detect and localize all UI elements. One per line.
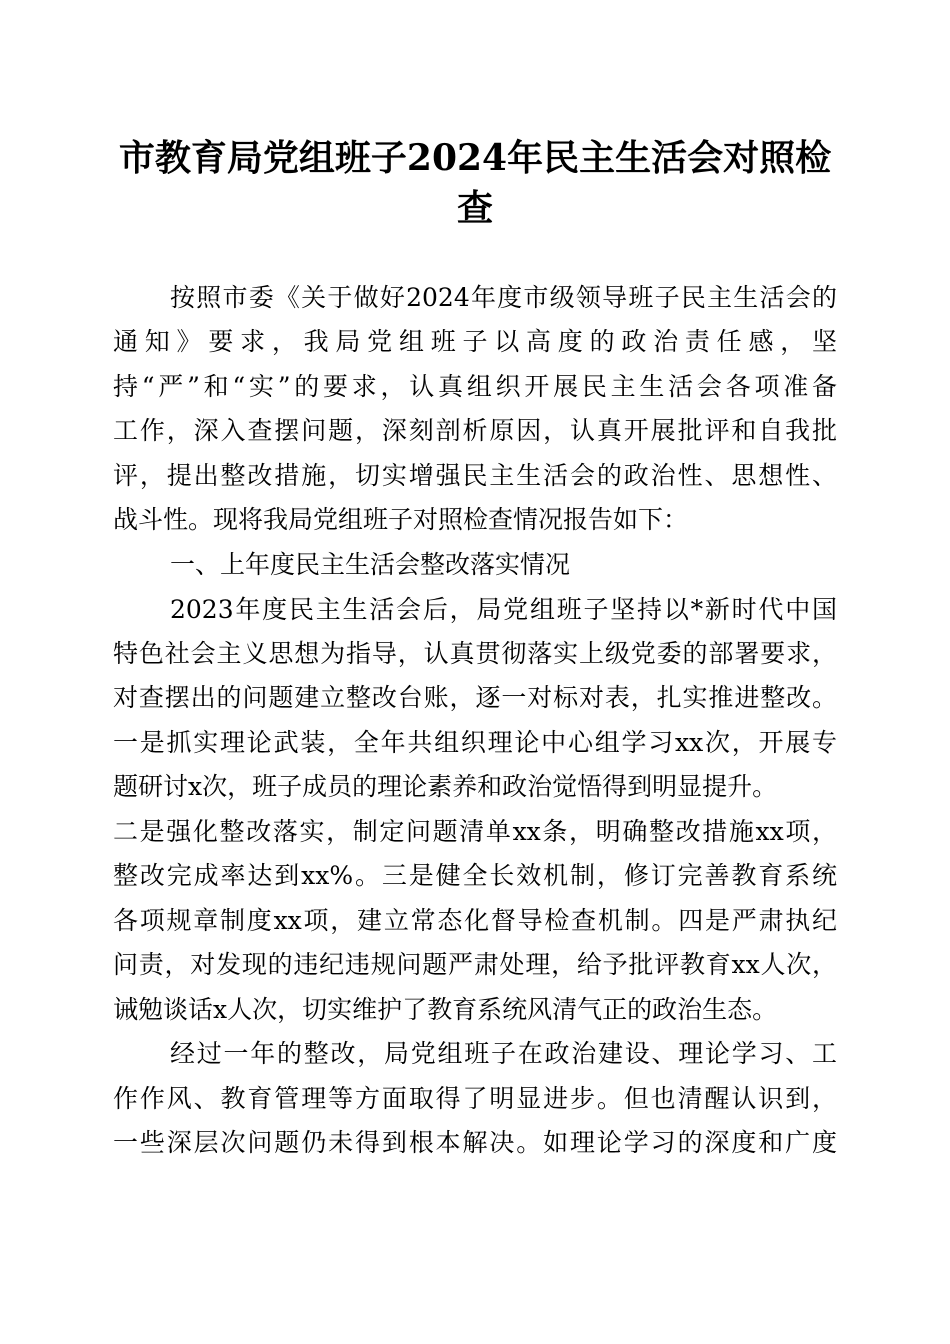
paragraph-line: 作作风、教育管理等方面取得了明显进步。但也清醒认识到， — [113, 1084, 837, 1113]
paragraph-line: 一些深层次问题仍未得到根本解决。如理论学习的深度和广度 — [113, 1128, 837, 1157]
document-title-line-2: 查 — [456, 187, 493, 229]
paragraph-line: 整改完成率达到xx%。三是健全长效机制，修订完善教育系统 — [113, 861, 837, 890]
paragraph-line: 2023年度民主生活会后，局党组班子坚持以*新时代中国 — [170, 595, 837, 624]
paragraph-line: 一是抓实理论武装，全年共组织理论中心组学习xx次，开展专 — [113, 728, 837, 757]
paragraph-line: 对查摆出的问题建立整改台账，逐一对标对表，扎实推进整改。 — [113, 683, 837, 712]
paragraph-line: 通知》要求，我局党组班子以高度的政治责任感，坚 — [113, 327, 837, 356]
section-heading: 一、上年度民主生活会整改落实情况 — [170, 550, 571, 579]
paragraph-line: 评，提出整改措施，切实增强民主生活会的政治性、思想性、 — [113, 461, 837, 490]
paragraph-line: 各项规章制度xx项，建立常态化督导检查机制。四是严肃执纪 — [113, 906, 837, 935]
paragraph-line: 经过一年的整改，局党组班子在政治建设、理论学习、工 — [170, 1039, 837, 1068]
paragraph-line: 题研讨x次，班子成员的理论素养和政治觉悟得到明显提升。 — [113, 772, 778, 801]
paragraph-line: 特色社会主义思想为指导，认真贯彻落实上级党委的部署要求， — [113, 639, 837, 668]
paragraph-line: 按照市委《关于做好2024年度市级领导班子民主生活会的 — [170, 283, 837, 312]
paragraph-line: 持“严”和“实”的要求，认真组织开展民主生活会各项准备 — [113, 372, 837, 401]
document-title-line-1: 市教育局党组班子2024年民主生活会对照检 — [118, 137, 832, 179]
paragraph-line: 问责，对发现的违纪违规问题严肃处理，给予批评教育xx人次， — [113, 950, 837, 979]
paragraph-line: 工作，深入查摆问题，深刻剖析原因，认真开展批评和自我批 — [113, 416, 837, 445]
paragraph-line: 战斗性。现将我局党组班子对照检查情况报告如下： — [113, 505, 689, 534]
paragraph-line: 二是强化整改落实，制定问题清单xx条，明确整改措施xx项， — [113, 817, 837, 846]
paragraph-line: 诫勉谈话x人次，切实维护了教育系统风清气正的政治生态。 — [113, 995, 778, 1024]
